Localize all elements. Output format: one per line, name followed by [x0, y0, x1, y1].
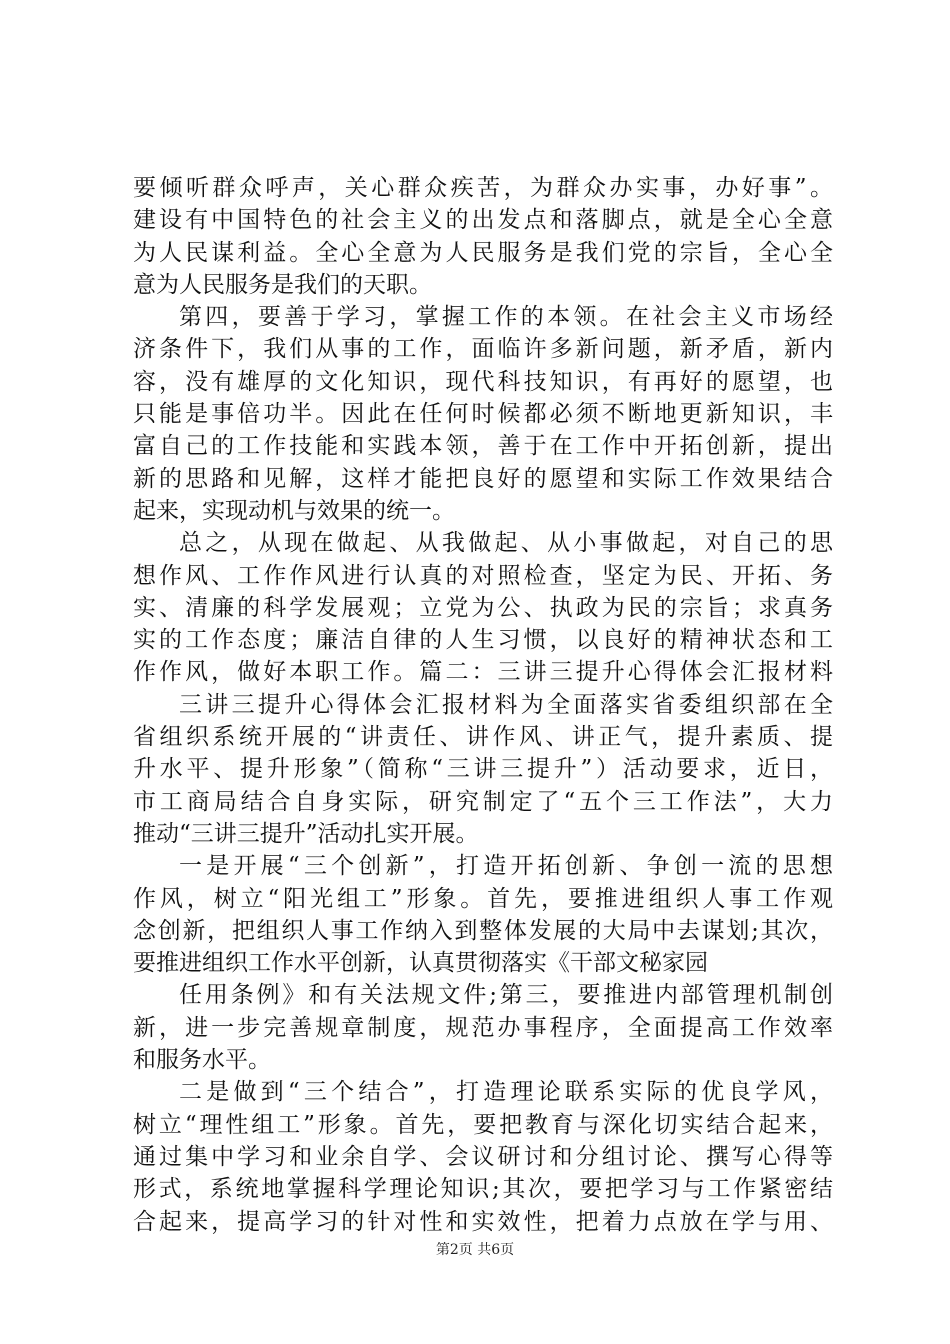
document-body [133, 172, 833, 1238]
page-number-footer: 第2页 共6页 [435, 1242, 515, 1258]
text-line-29: 二是做到“三个结合”，打造理论联系实际的优良学风， [179, 1079, 833, 1106]
text-line-20: 市工商局结合自身实际，研究制定了“五个三工作法”，大力 [133, 788, 833, 815]
text-line-33: 合起来，提高学习的针对性和实效性，把着力点放在学与用、 [133, 1208, 833, 1235]
text-line-17: 三讲三提升心得体会汇报材料为全面落实省委组织部在全 [179, 691, 833, 718]
text-line-28: 和服务水平。 [133, 1047, 271, 1074]
text-line-3: 为人民谋利益。全心全意为人民服务是我们党的宗旨，全心全 [133, 239, 833, 266]
text-line-31: 通过集中学习和业余自学、会议研讨和分组讨论、撰写心得等 [133, 1143, 833, 1170]
text-line-32: 形式，系统地掌握科学理论知识;其次，要把学习与工作紧密结 [133, 1176, 833, 1203]
text-line-24: 念创新，把组织人事工作纳入到整体发展的大局中去谋划;其次， [133, 917, 833, 944]
text-line-27: 新，进一步完善规章制度，规范办事程序，全面提高工作效率 [133, 1014, 833, 1041]
text-line-14: 实、清廉的科学发展观；立党为公、执政为民的宗旨；求真务 [133, 594, 833, 621]
text-line-22: 一是开展“三个创新”，打造开拓创新、争创一流的思想 [179, 853, 833, 880]
text-line-4: 意为人民服务是我们的天职。 [133, 271, 432, 298]
text-line-30: 树立“理性组工”形象。首先，要把教育与深化切实结合起来， [133, 1111, 833, 1138]
text-line-25: 要推进组织工作水平创新，认真贯彻落实《干部文秘家园 [133, 950, 708, 977]
text-line-16: 作作风，做好本职工作。篇二：三讲三提升心得体会汇报材料 [133, 659, 833, 686]
text-line-23: 作风，树立“阳光组工”形象。首先，要推进组织人事工作观 [133, 885, 833, 912]
text-line-5: 第四，要善于学习，掌握工作的本领。在社会主义市场经 [179, 304, 833, 331]
text-line-6: 济条件下，我们从事的工作，面临许多新问题，新矛盾，新内 [133, 336, 833, 363]
text-line-8: 只能是事倍功半。因此在任何时候都必须不断地更新知识，丰 [133, 401, 833, 428]
text-line-21: 推动“三讲三提升”活动扎实开展。 [133, 820, 479, 847]
text-line-19: 升水平、提升形象”（简称“三讲三提升”）活动要求，近日， [133, 756, 833, 783]
text-line-10: 新的思路和见解，这样才能把良好的愿望和实际工作效果结合 [133, 465, 833, 492]
text-line-18: 省组织系统开展的“讲责任、讲作风、讲正气，提升素质、提 [133, 724, 833, 751]
text-line-9: 富自己的工作技能和实践本领，善于在工作中开拓创新，提出 [133, 433, 833, 460]
text-line-2: 建设有中国特色的社会主义的出发点和落脚点，就是全心全意 [133, 207, 833, 234]
text-line-7: 容，没有雄厚的文化知识，现代科技知识，有再好的愿望，也 [133, 368, 833, 395]
text-line-15: 实的工作态度；廉洁自律的人生习惯，以良好的精神状态和工 [133, 627, 833, 654]
text-line-11: 起来，实现动机与效果的统一。 [133, 497, 455, 524]
text-line-13: 想作风、工作作风进行认真的对照检查，坚定为民、开拓、务 [133, 562, 833, 589]
text-line-12: 总之，从现在做起、从我做起、从小事做起，对自己的思 [179, 530, 833, 557]
text-line-26: 任用条例》和有关法规文件;第三，要推进内部管理机制创 [179, 982, 833, 1009]
text-line-1: 要倾听群众呼声，关心群众疾苦，为群众办实事，办好事”。 [133, 175, 833, 201]
